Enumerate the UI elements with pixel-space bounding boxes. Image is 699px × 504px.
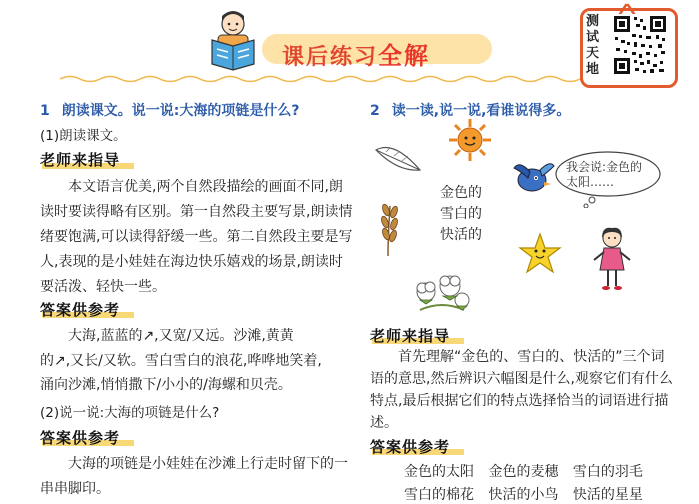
answer-tag-3: 答案供参考: [370, 438, 451, 456]
subquestion-2: (2)说一说:大海的项链是什么?: [40, 405, 220, 421]
girl-icon: [590, 226, 634, 292]
answer-item: 金色的麦穗: [488, 464, 559, 480]
teacher-guide-tag: 老师来指导: [40, 151, 121, 169]
star-icon: [518, 232, 562, 276]
question-text: 朗读课文。说一说:大海的项链是什么?: [61, 103, 300, 119]
sun-icon: [448, 118, 492, 162]
title-part-1: 课后练习: [282, 45, 379, 70]
answer-item: 快活的星星: [572, 487, 643, 503]
tv-antenna-icon: [612, 0, 642, 12]
answer-item: 雪白的棉花: [404, 487, 474, 503]
answer-item: 雪白的羽毛: [572, 464, 643, 480]
word-snowwhite: 雪白的: [440, 206, 482, 222]
speech-text: 我会说:金色的太阳……: [566, 160, 643, 189]
wheat-icon: [374, 196, 404, 258]
speech-bubble: [548, 150, 662, 208]
teacher-guide-text: 本文语言优美,两个自然段描绘的画面不同,朗读时要读得略有区别。第一自然段主要写景,朗读情绪要饱满,可以读得舒缓一些。第二自然段主要是写人,表现的是小娃娃在海边快乐嬉戏的场景,朗读时要活泼、轻快一些。: [40, 179, 353, 295]
answers-row-2: [404, 484, 643, 504]
word-list: [440, 183, 482, 246]
qr-label: 测试天地: [586, 14, 600, 77]
answer-tag: 答案供参考: [40, 301, 121, 319]
answer-line-1: 大海,蓝蓝的↗,又宽/又远。沙滩,黄黄: [68, 328, 294, 344]
question-1-title: [40, 100, 299, 120]
answer-item: 金色的太阳: [404, 464, 474, 480]
feather-icon: [372, 142, 424, 178]
question-number: 2: [370, 103, 380, 119]
answer-line-3: 涌向沙滩,悄悄撒下/小小的/海螺和贝壳。: [40, 377, 292, 393]
answer-item: 快活的小鸟: [488, 487, 559, 503]
page-title: [282, 36, 430, 71]
header-divider: [60, 74, 620, 84]
word-golden: 金色的: [440, 185, 482, 201]
question-2-title: [370, 100, 570, 120]
cotton-icon: [410, 270, 474, 316]
subquestion-1: (1)朗读课文。: [40, 128, 127, 144]
qr-code-icon[interactable]: [612, 14, 668, 76]
answer-tag-2: 答案供参考: [40, 429, 121, 447]
answer-line-2: 的↗,又长/又软。雪白雪白的浪花,哗哗地笑着,: [40, 353, 322, 369]
reading-boy-illustration: [206, 10, 260, 72]
answer-2-text: 大海的项链是小娃娃在沙滩上行走时留下的一串串脚印。: [40, 456, 348, 497]
teacher-guide-tag-2: 老师来指导: [370, 327, 451, 345]
title-part-2: 全解: [378, 42, 431, 70]
question-number: 1: [40, 103, 50, 119]
question-text: 读一读,说一说,看谁说得多。: [391, 103, 571, 119]
word-happy: 快活的: [440, 227, 482, 243]
answers-row-1: [404, 461, 643, 481]
teacher-guide-text-2: 首先理解“金色的、雪白的、快活的”三个词语的意思,然后辨识六幅图是什么,观察它们有什么特点,最后根据它们的特点选择恰当的词语进行描述。: [370, 349, 673, 431]
